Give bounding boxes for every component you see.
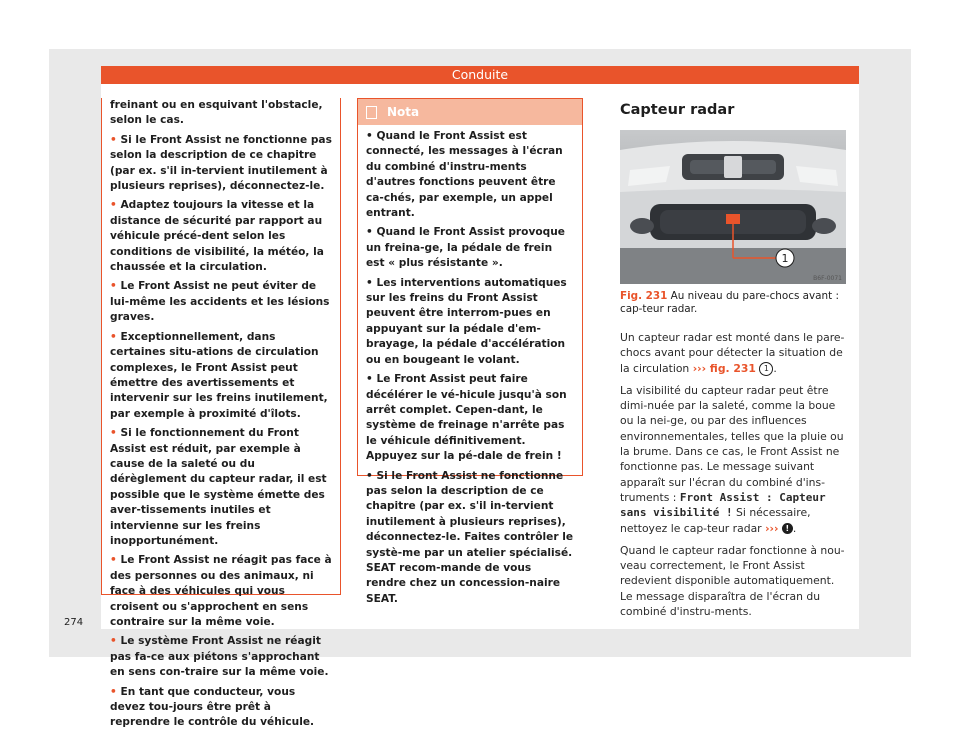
list-item-text: Exceptionnellement, dans certaines situ-ations de circulation complexes, le Front Assist peut émettre des avertissements et intervenir sur les freins inutilement, par exemple à proximité d'îlots. xyxy=(110,330,328,420)
paragraph-2 xyxy=(620,383,850,536)
list-item-text: freinant ou en esquivant l'obstacle, selon le cas. xyxy=(110,99,323,127)
list-item xyxy=(110,133,332,195)
radar-sensor-marker xyxy=(726,214,740,224)
list-item xyxy=(110,426,332,549)
list-item-text: Le Front Assist ne peut éviter de lui-même les accidents et les lésions graves. xyxy=(110,280,330,324)
list-item-text: Si le fonctionnement du Front Assist est réduit, par exemple à cause de la saleté ou du dérèglement du capteur radar, il est possible que le système émette des aver-tissements inutiles et intervienne sur les freins inopportunément. xyxy=(110,427,327,547)
list-item-text: Si le Front Assist ne fonctionne pas selon la description de ce chapitre (par ex. s'il in-tervient inutilement à plusieurs reprises), déconnectez-le. Faites contrôler le systè-me par un atelier spécialisé. SEAT recom-mande de vous rendre chez un concession-naire SEAT. xyxy=(366,469,574,605)
page-number: 274 xyxy=(64,617,84,628)
display-message: Front Assist : Capteur sans visibilité ! xyxy=(620,490,826,520)
list-item-text: Les interventions automatiques sur les freins du Front Assist peuvent être interrom-pues en appuyant sur la pédale d'em-brayage, la pédale d'accélération ou en bougeant le volant. xyxy=(366,276,567,366)
list-item xyxy=(110,279,332,325)
nota-box xyxy=(357,98,583,605)
bullet-icon: • xyxy=(366,130,373,142)
nota-title: Nota xyxy=(387,105,420,119)
list-item-text: Quand le Front Assist est connecté, les messages à l'écran du combiné d'instru-ments d'autres fonctions peuvent être ca-chés, par exemple, un appel entrant. xyxy=(366,130,563,220)
fig-link[interactable]: ››› fig. 231 xyxy=(692,361,756,375)
list-item xyxy=(366,276,574,368)
bullet-icon: • xyxy=(366,226,373,239)
list-item xyxy=(366,469,574,608)
list-item xyxy=(110,634,332,680)
p1-text: Un capteur radar est monté dans le pare-chocs avant pour détecter la situation de la circulation xyxy=(620,331,845,375)
warning-list xyxy=(110,98,332,731)
list-item-text: Quand le Front Assist provoque un freina-ge, la pédale de frein est « plus résistante ». xyxy=(366,226,565,270)
list-item-text: Si le Front Assist ne fonctionne pas selon la description de ce chapitre (par ex. s'il in-tervient inutilement à plusieurs reprises), déconnectez-le. xyxy=(110,133,332,193)
list-item xyxy=(366,225,574,271)
callout-icon: 1 xyxy=(759,362,773,376)
p2-end: . xyxy=(792,521,797,535)
bullet-icon: • xyxy=(110,330,117,343)
warning-link[interactable]: ››› xyxy=(765,521,779,535)
list-item xyxy=(366,129,574,221)
list-item-text: Le Front Assist ne réagit pas face à des personnes ou des animaux, ni face à des véhicules qui vous croisent ou s'approchent en sens contraire sur la même voie. xyxy=(110,554,332,628)
p1-end: . xyxy=(773,361,777,375)
warning-icon: ! xyxy=(782,523,793,534)
radar-section xyxy=(614,98,850,626)
list-item xyxy=(110,330,332,422)
list-item-text: Le Front Assist peut faire décélérer le vé-hicule jusqu'à son arrêt complet. Cepen-dant, le système de freinage n'arrête pas le véhicule définitivement. Appuyez sur la pé-dale de frein ! xyxy=(366,373,567,463)
bullet-icon: • xyxy=(110,280,117,293)
p2-middle: Si nécessaire, nettoyez le cap-teur radar xyxy=(620,506,811,535)
car-front-illustration xyxy=(620,130,846,284)
figure-callout: 1 xyxy=(781,252,789,265)
figure-caption-text: Au niveau du pare-chocs avant : cap-teur radar. xyxy=(620,290,840,315)
nota-header xyxy=(358,99,582,125)
figure-caption xyxy=(620,290,850,316)
bullet-icon: • xyxy=(110,199,117,212)
list-item xyxy=(110,198,332,275)
bullet-icon: • xyxy=(110,685,117,698)
figure-ref: Fig. 231 xyxy=(620,290,668,302)
chapter-header: Conduite xyxy=(101,66,859,84)
bullet-icon: • xyxy=(366,373,373,386)
bullet-icon: • xyxy=(110,554,117,567)
warning-continuation-box xyxy=(101,98,341,729)
bullet-icon: • xyxy=(366,469,373,482)
list-item-text: Adaptez toujours la vitesse et la distance de sécurité par rapport au véhicule précé-dent selon les conditions de visibilité, la météo, la chaussée et la circulation. xyxy=(110,199,324,274)
section-title: Capteur radar xyxy=(620,102,735,118)
p2-text: La visibilité du capteur radar peut être dimi-nuée par la saleté, comme la boue ou la nei-ge, ou par des influences environnementales, telles que la pluie ou la brume. Dans ce cas, le Front Assist ne fonctionne pas. Le message suivant apparaît sur l'écran du combiné d'ins-truments : xyxy=(620,383,844,504)
list-item xyxy=(110,98,332,129)
list-item-text: En tant que conducteur, vous devez tou-jours être prêt à reprendre le contrôle du véhicule. xyxy=(110,685,315,729)
nota-list xyxy=(358,125,582,607)
list-item xyxy=(366,372,574,464)
bullet-icon: • xyxy=(110,427,117,440)
bullet-icon: • xyxy=(366,276,373,289)
section-body xyxy=(620,330,850,619)
paragraph-1 xyxy=(620,330,850,376)
figure-code: B6F-0071 xyxy=(813,275,842,282)
bullet-icon: • xyxy=(110,133,117,146)
list-item-text: Le système Front Assist ne réagit pas fa-ce aux piétons s'approchant en sens con-traire sur la même voie. xyxy=(110,635,329,679)
radar-sensor-figure xyxy=(620,130,846,284)
bullet-icon: • xyxy=(110,635,117,648)
note-icon xyxy=(366,106,377,119)
paragraph-3: Quand le capteur radar fonctionne à nou-veau correctement, le Front Assist redevient disponible automatiquement. Le message disparaîtra de l'écran du combiné d'instru-ments. xyxy=(620,543,845,619)
list-item xyxy=(110,553,332,630)
